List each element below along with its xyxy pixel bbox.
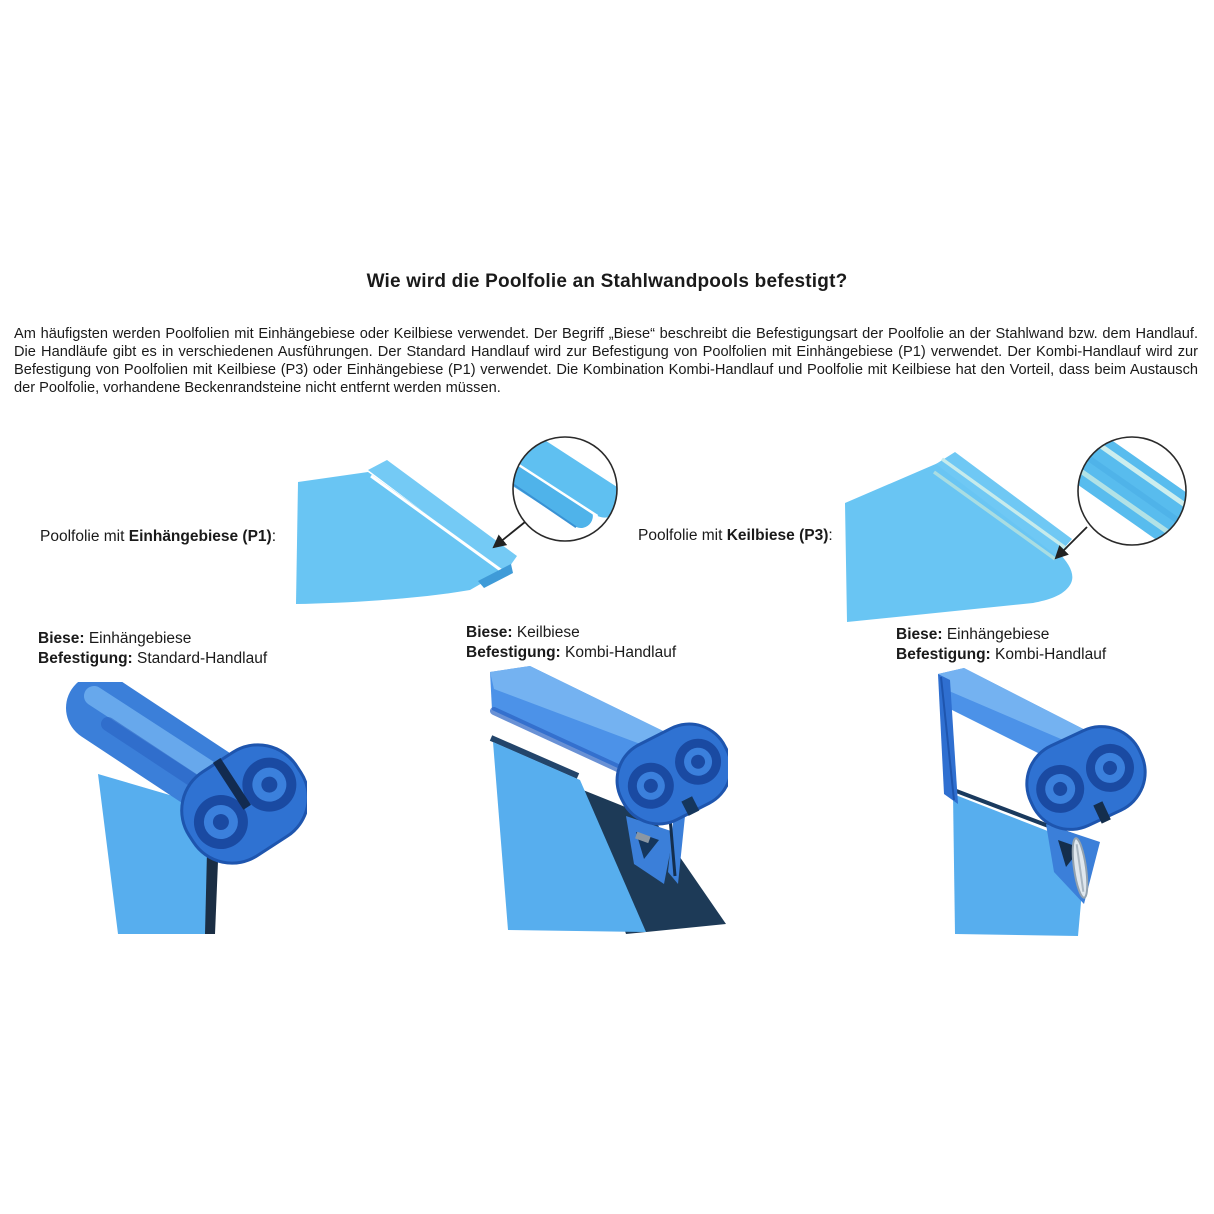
caption-line-biese <box>896 625 1106 645</box>
caption-line-befestigung <box>466 643 676 663</box>
figure2-label-bold: Keilbiese (P3) <box>726 527 829 544</box>
photo-standard-handlauf <box>62 682 307 938</box>
biese-label: Biese: <box>466 624 513 641</box>
figure1-label <box>40 528 276 546</box>
figure2-liner-keilbiese-image <box>828 428 1198 628</box>
liner-sheet <box>845 463 1072 622</box>
befestigung-label: Befestigung: <box>466 644 561 661</box>
caption-line-befestigung <box>38 649 267 669</box>
caption-line-biese <box>38 629 267 649</box>
befestigung-value: Kombi-Handlauf <box>565 644 677 661</box>
intro-paragraph: Am häufigsten werden Poolfolien mit Einhängebiese oder Keilbiese verwendet. Der Begriff „Biese“ beschreibt die Befestigungsart der Poolfolie an der Stahlwand bzw. dem Handlauf. Die Handläufe gibt es in verschiedenen Ausführungen. Der Standard Handlauf wird zur Befestigung von Poolfolien mit Einhängebiese (P1) verwendet. Der Kombi-Handlauf wird zur Befestigung von Poolfolien mit Keilbiese (P3) oder Einhängebiese (P1) verwendet. Die Kombination Kombi-Handlauf und Poolfolie mit Keilbiese hat den Vorteil, dass beim Austausch der Poolfolie, vorhandene Beckenrandsteine nicht entfernt werden müssen. <box>14 326 1198 396</box>
figure1-label-suffix: : <box>271 528 277 545</box>
callout-arrow-icon <box>494 522 525 547</box>
photo-kombi-handlauf-einhaengebiese <box>928 666 1153 948</box>
figure1-label-prefix: Poolfolie mit <box>40 528 129 545</box>
biese-value: Keilbiese <box>516 624 580 641</box>
biese-value: Einhängebiese <box>946 626 1050 643</box>
figure1-label-bold: Einhängebiese (P1) <box>128 528 272 545</box>
figure2-label-prefix: Poolfolie mit <box>638 527 727 544</box>
caption-standard-handlauf <box>38 629 267 669</box>
caption-kombi-einhaengebiese <box>896 625 1106 665</box>
biese-label: Biese: <box>38 630 85 647</box>
magnifier-detail <box>499 433 628 541</box>
caption-line-biese <box>466 623 676 643</box>
biese-value: Einhängebiese <box>88 630 192 647</box>
figure1-liner-einhaengebiese-image <box>288 433 633 623</box>
figure2-label <box>638 527 833 545</box>
caption-kombi-keilbiese <box>466 623 676 663</box>
befestigung-value: Kombi-Handlauf <box>995 646 1107 663</box>
befestigung-value: Standard-Handlauf <box>137 650 268 667</box>
biese-label: Biese: <box>896 626 943 643</box>
befestigung-label: Befestigung: <box>38 650 133 667</box>
caption-line-befestigung <box>896 645 1106 665</box>
befestigung-label: Befestigung: <box>896 646 991 663</box>
photo-kombi-handlauf-keilbiese <box>478 666 728 938</box>
magnifier-detail <box>1065 430 1198 549</box>
figure2-label-suffix: : <box>828 527 833 544</box>
page-title: Wie wird die Poolfolie an Stahlwandpools befestigt? <box>366 271 848 292</box>
